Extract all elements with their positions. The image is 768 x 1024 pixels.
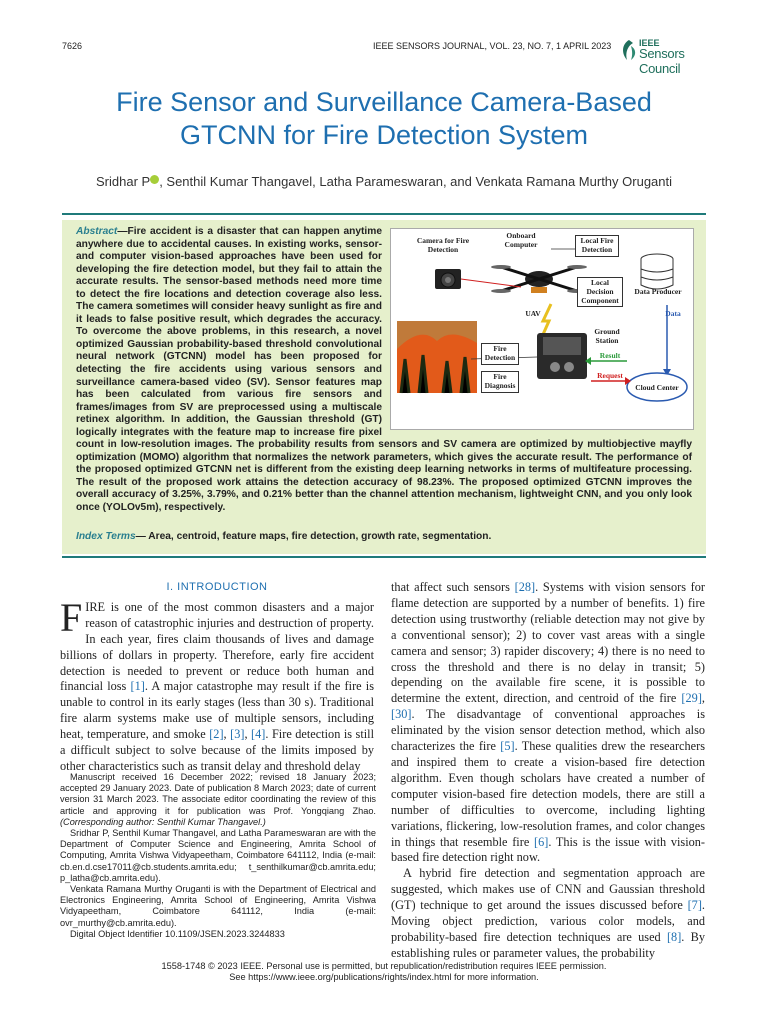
citation-29[interactable]: [29]	[681, 691, 702, 706]
system-diagram	[390, 228, 694, 430]
right-column	[391, 580, 705, 962]
intro-text-c: . Fire detection is still a difficult subject to solve because of the limits imposed by other characteristics such as transit delay and threshold delay	[60, 727, 374, 773]
local-decision-box: Local Decision Component	[577, 277, 623, 307]
ground-station-label: Ground Station	[594, 327, 620, 345]
author-list	[0, 174, 768, 189]
affiliation-note-1: Sridhar P, Senthil Kumar Thangavel, and Latha Parameswaran are with the Department of Computer Science and Engineering, Amrita School of Computing, Amrita Vishwa Vidyapeetham, Coimbatore 641112, India (e-mail: cb.en.d.cse17011@cb.students.amrita.edu; t_senthilkumar@cb.amrita.edu; p_latha@cb.amrita.edu).	[60, 828, 376, 883]
col2-text-a: that affect such sensors	[391, 580, 515, 594]
section-heading-introduction: I. INTRODUCTION	[166, 581, 268, 593]
copyright-line-1: 1558-1748 © 2023 IEEE. Personal use is permitted, but republication/redistribution requires IEEE permission.	[161, 961, 607, 971]
ieee-sensors-council-logo	[619, 38, 715, 76]
fire-detection-box: Fire Detection	[481, 343, 519, 365]
index-terms-text: — Area, centroid, feature maps, fire detection, growth rate, segmentation.	[135, 531, 492, 542]
continued-paragraph: that affect such sensors [28]. Systems with vision sensors for flame detection are supported by a number of benefits. 1) fire detection using trustworthy (reliable detection may not give by a conventional sensor); 2) to cover vast areas with a single camera and sensor; 3) rapider discovery; 4) there is no need to cross the threshold and there is no delay in transit; 5) depending on the available fire scene, it is possible to determine the extent, direction, and centroid of the fire [29], [30]. The disadvantage of conventional approaches is eliminated by the vision sensor detection method, which also characterizes the fire [5]. These qualities drew the researchers and inspired them to create a vision-based fire detection algorithm. Even though scholars have created a number of computer vision-based fire detection models, there are still a number of difficulties to overcome, including lighting variations, flickering, low-resolution frames, and color changes in things that resemble fire [6]. This is the issue with vision-based fire detection right now.	[391, 580, 706, 865]
drone-icon	[491, 265, 587, 293]
title-line-2: GTCNN for Fire Detection System	[179, 120, 589, 150]
diagram-graphics	[391, 229, 693, 429]
citation-5[interactable]: [5]	[500, 739, 515, 754]
affiliation-note-2: Venkata Ramana Murthy Oruganti is with the Department of Electrical and Electronics Engineering, Amrita School of Engineering, Amrita Vishwa Vidyapeetham, Coimbatore 641112, India (e-mail: ovr_murthy@cb.amrita.edu).	[60, 884, 376, 928]
cloud-center-label: Cloud Center	[635, 383, 679, 392]
copyright-line-2: See https://www.ieee.org/publications/rights/index.html for more information.	[229, 972, 539, 982]
request-label: Request	[597, 371, 623, 380]
abstract-label: Abstract	[76, 226, 118, 237]
abstract-text: —Fire accident is a disaster that can happen anytime anywhere due to accidental causes. In existing works, sensor- and computer vision-based approaches have been used for developing the fire detection model, but they fail to attain the accurate results. The sensor-based methods need more time to detect the fire locations and detection coverage also less. The camera sometimes will consider heavy sunlight as fire and it leads to false positive result, which degrades the accuracy. To overcome the above problems, in this research, a novel optimized Gaussian probability-based threshold convolutional neural network (GTCNN) model has been proposed for detecting the fire accidents using various sensors and surveillance camera-based video (SV). Sensor features map has been calculated from various fire sensors and frames/images from SV are preprocessed using a multiscale retinex algorithm. In addition, the Gaussian threshold (GT) logically integrates with the feature map to increase fire pixel count in low-resolution images. The probability results from sensors and SV camera are optimized by multiobjective mayfly optimization (MOMO) algorithm that normalizes the network parameters, which gives the accurate result. The performance of the proposed optimized GTCNN net is different from the existing deep learning networks in terms of multifeature processing. The result of the proposed work attains the detection accuracy of 98.23%. The proposed optimized GTCNN improves the overall accuracy of 3.25%, 3.79%, and 0.21% better than the channel attention mechanism, lightweight CNN, and you only look once (YOLOv5m), respectively.	[76, 226, 692, 514]
camera-label: Camera for Fire Detection	[416, 236, 470, 254]
journal-header: IEEE SENSORS JOURNAL, VOL. 23, NO. 7, 1 APRIL 2023	[373, 41, 612, 51]
citation-2[interactable]: [2]	[209, 727, 224, 742]
intro-paragraph-2	[391, 866, 705, 961]
sensors-council-leaf-icon	[619, 38, 639, 62]
data-label: Data	[665, 309, 681, 318]
p2-text-c: . By establishing rules or parameter values, the probability	[391, 929, 705, 960]
page-number: 7626	[62, 41, 83, 51]
fire-diagnosis-box: Fire Diagnosis	[481, 371, 519, 393]
abstract-bottom-divider	[62, 556, 706, 558]
graphical-abstract	[390, 228, 692, 434]
drop-cap: F	[60, 594, 83, 640]
copyright-notice	[0, 961, 768, 983]
title-line-1: Fire Sensor and Surveillance Camera-Based	[116, 87, 652, 117]
intro-paragraph-1: FIRE is one of the most common disasters and a major reason of catastrophic injuries and destruction of property. In each year, fires claim thousands of lives and damage billions of dollars in property. Therefore, early fire accident detection is needed to prevent or reduce both human and financial loss [1]. A major catastrophe may result if the fire is unable to control in its early stages (less than 30 s). Traditional fire alarm systems make use of multiple sensors, including heat, temperature, and smoke [2], [3], [4]. Fire detection is still a difficult subject to solve because of the limits imposed by other characteristics such as transit delay and threshold delay	[60, 594, 374, 773]
intro-text-a: IRE is one of the most common disasters and a major reason of catastrophic injuries and destruction of property. In each year, fires claim thousands of lives and damage billions of dollars in property. Therefore, early fire accident detection is needed to prevent or reduce both human and financial loss	[60, 599, 374, 694]
col2-text-b: . Systems with vision sensors for flame detection are supported by a number of benefits. 1) fire detection using trustworthy (reliable detection may not give by a conventional sensor); 2) to cover vast areas with a single camera and sensor; 3) rapider discovery; 4) there is no need to cross the threshold and there is no delay in transit; 5) depending on the available fire scene, it is possible to determine the extent, direction, and centroid of the fire	[391, 580, 705, 706]
manuscript-dates: Manuscript received 16 December 2022; revised 18 January 2023; accepted 29 January 2023. Date of publication 8 March 2023; date of current version 31 March 2023. The associate editor coordinating the review of this article and approving it for publication was Prof. Yongqiang Zhao.	[60, 772, 376, 816]
col2-text-e: . This is the issue with vision-based fire detection right now.	[391, 834, 706, 865]
forest-fire-image	[397, 321, 477, 393]
footnote	[60, 772, 376, 940]
citation-4[interactable]: [4]	[251, 727, 266, 742]
top-divider	[62, 213, 706, 215]
col2-text-c: . The disadvantage of conventional approaches is eliminated by the vision sensor detection method, which also characterizes the fire	[391, 707, 705, 754]
index-terms-label: Index Terms	[76, 531, 136, 542]
index-terms	[76, 531, 692, 542]
citation-30[interactable]: [30]	[391, 707, 412, 722]
paper-title	[0, 86, 768, 152]
data-producer-label: Data Producer	[634, 287, 682, 296]
onboard-computer-label: Onboard Computer	[504, 231, 538, 249]
citation-8[interactable]: [8]	[666, 929, 682, 944]
logo-ieee-text: IEEE	[639, 38, 660, 48]
result-label: Result	[599, 351, 621, 360]
col2-text-d: . These qualities drew the researchers and inspired them to create a vision-based fire detection algorithm. Even though scholars have created a number of computer vision-based fire detection models, there are still a number of difficulties to overcome, including lighting variations, flickering, low-resolution frames, and color changes in things that resemble fire	[391, 739, 705, 849]
other-authors: , Senthil Kumar Thangavel, Latha Parameswaran, and Venkata Ramana Murthy Oruganti	[159, 174, 673, 189]
p2-text-b: . Moving object prediction, various color models, and probability-based fire detection techniques are used	[391, 898, 705, 944]
p2-text-a: A hybrid fire detection and segmentation approach are suggested, which makes use of CNN and Gaussian threshold (GT) technique to get around the issues discussed before	[391, 866, 705, 913]
doi-note: Digital Object Identifier 10.1109/JSEN.2023.3244833	[70, 928, 285, 939]
camera-icon	[435, 269, 461, 289]
left-column	[60, 580, 374, 775]
intro-text-b: . A major catastrophe may result if the fire is unable to control in its early stages (less than 30 s). Traditional fire alarm systems make use of multiple sensors, including heat, temperature, and smoke	[60, 679, 374, 742]
corresponding-author: (Corresponding author: Senthil Kumar Thangavel.)	[60, 816, 266, 827]
database-icon	[641, 254, 673, 289]
citation-28[interactable]: [28]	[514, 580, 536, 594]
abstract	[76, 226, 692, 515]
citation-3[interactable]: [3]	[230, 727, 245, 742]
first-author: Sridhar P	[95, 174, 151, 189]
citation-1[interactable]: [1]	[130, 679, 145, 694]
logo-sensors-council-text: Sensors Council	[639, 46, 685, 76]
ground-station-icon	[537, 333, 587, 379]
manuscript-note	[60, 772, 376, 828]
citation-7[interactable]: [7]	[687, 898, 702, 913]
orcid-icon[interactable]	[150, 175, 159, 184]
citation-6[interactable]: [6]	[533, 834, 549, 849]
local-fire-detection-box: Local Fire Detection	[575, 235, 619, 257]
uav-label: UAV	[525, 309, 541, 318]
